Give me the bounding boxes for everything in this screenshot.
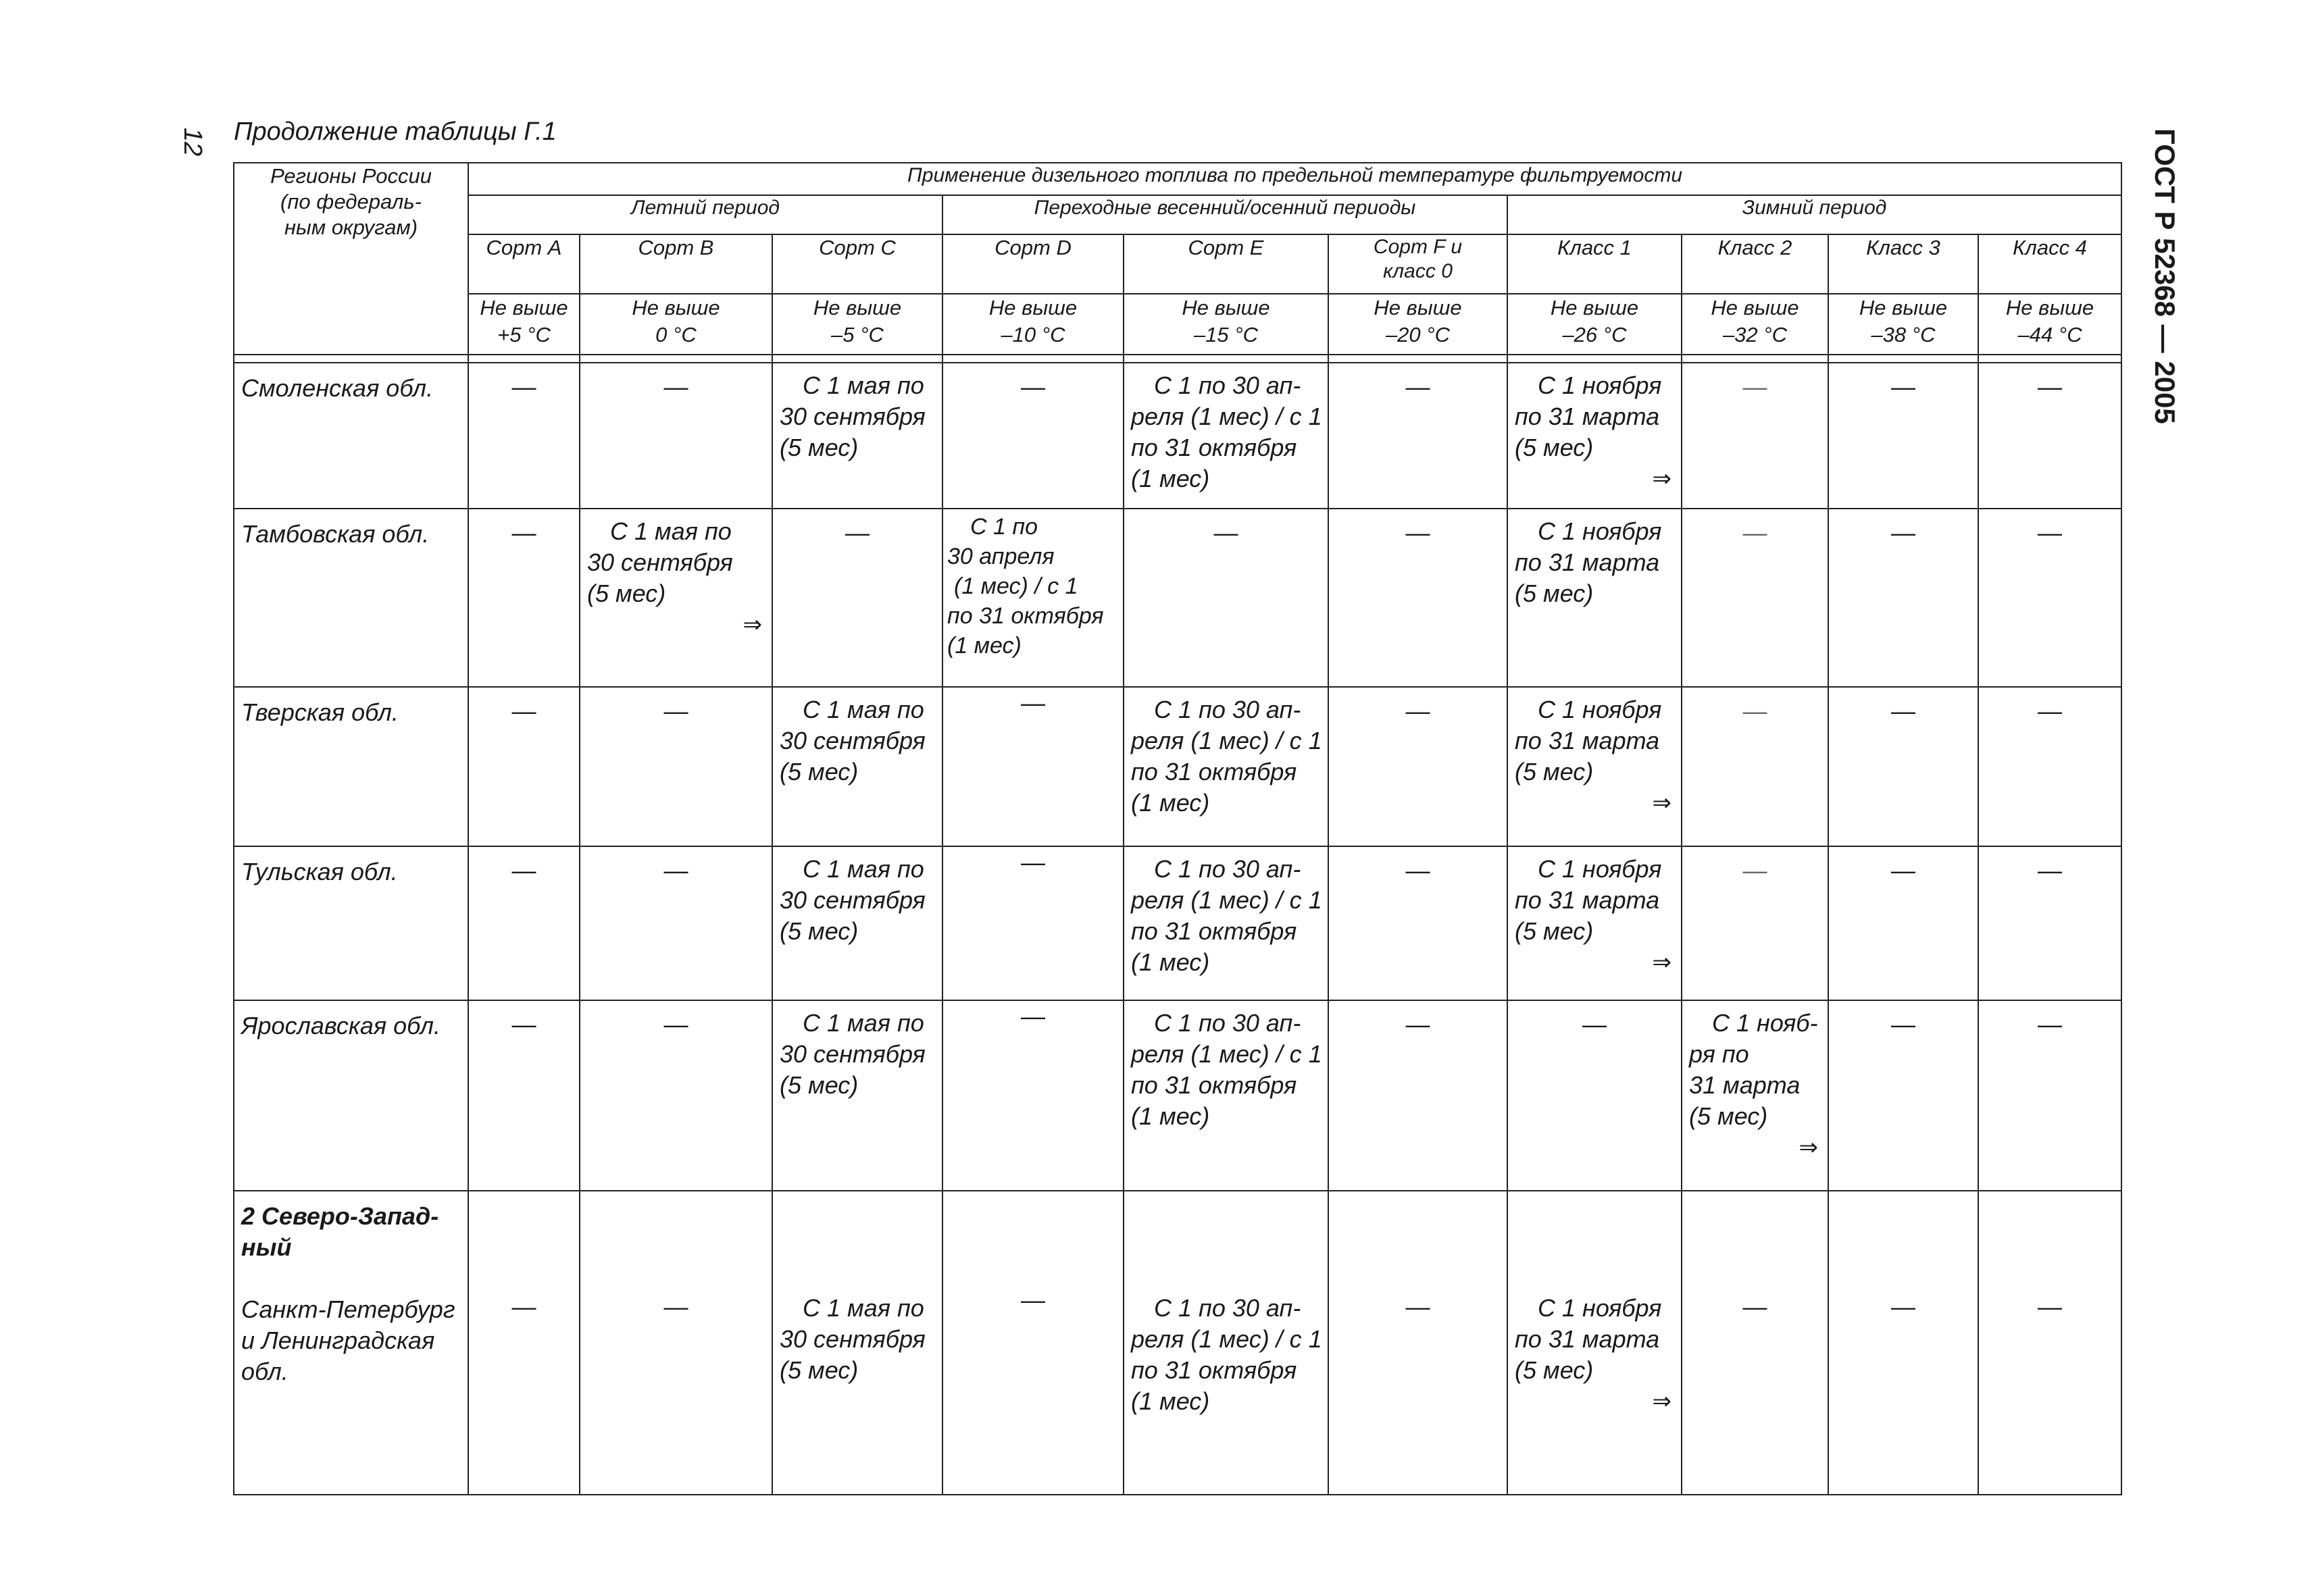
header-separator	[234, 355, 2121, 363]
table-row	[234, 363, 2121, 509]
dash-mark: —	[511, 1010, 536, 1038]
dash-mark: —	[1021, 1002, 1045, 1030]
dash-mark: —	[2038, 1293, 2063, 1320]
right-arrow-icon: ⇒	[743, 612, 762, 638]
right-arrow-icon: ⇒	[1652, 790, 1671, 816]
dash-mark: —	[1891, 856, 1915, 884]
right-arrow-icon: ⇒	[1652, 466, 1671, 492]
region-column-header: Регионы России (по федераль- ным округам)	[234, 163, 468, 355]
class-3-header: Класс 3	[1828, 234, 1978, 294]
dash-mark: —	[663, 856, 688, 884]
dash-mark: —	[1021, 1286, 1045, 1314]
region-name: Тульская обл.	[234, 846, 468, 1000]
dash-mark: —	[511, 697, 536, 725]
dash-mark: —	[1582, 1010, 1607, 1038]
period-cell: С 1 ноября по 31 марта (5 мес) ⇒	[1507, 1191, 1682, 1495]
dash-mark: —	[1213, 519, 1238, 546]
dash-mark: —	[1891, 1010, 1915, 1038]
fuel-application-table	[233, 162, 2122, 1495]
page-number: 12	[178, 127, 207, 157]
dash-mark: —	[1021, 689, 1045, 717]
period-cell: С 1 мая по 30 сентября (5 мес)	[772, 1000, 942, 1191]
region-name: Смоленская обл.	[234, 363, 468, 509]
dash-mark: —	[663, 1010, 688, 1038]
right-arrow-icon: ⇒	[1799, 1135, 1818, 1160]
dash-mark: —	[511, 856, 536, 884]
dash-mark: —	[1405, 1293, 1430, 1320]
region-name: 2 Северо-Запад- ный Санкт-Петербург и Ленинградская обл.	[234, 1191, 468, 1495]
period-cell: С 1 ноября по 31 марта (5 мес) ⇒	[1507, 363, 1682, 509]
temp-k4: Не выше –44 °C	[1978, 294, 2121, 355]
document-code: ГОСТ Р 52368 — 2005	[2149, 128, 2181, 424]
dash-mark: —	[1891, 373, 1915, 401]
federal-district-name: 2 Северо-Запад- ный	[241, 1202, 439, 1261]
dash-mark: —	[1742, 1293, 1767, 1320]
grade-e-header: Сорт Е	[1124, 234, 1328, 294]
region-name: Тверская обл.	[234, 687, 468, 846]
dash-mark: —	[663, 1293, 688, 1320]
class-2-header: Класс 2	[1682, 234, 1828, 294]
dash-mark: —	[663, 697, 688, 725]
period-cell: С 1 мая по 30 сентября (5 мес)	[772, 1191, 942, 1495]
table-row	[234, 687, 2121, 846]
dash-mark: —	[1405, 519, 1430, 546]
table-row	[234, 846, 2121, 1000]
period-cell: С 1 ноября по 31 марта (5 мес) ⇒	[1507, 687, 1682, 846]
dash-mark: —	[1021, 373, 1045, 401]
period-cell: С 1 по 30 ап- реля (1 мес) / с 1 по 31 октября (1 мес)	[1124, 1000, 1328, 1191]
table-row	[234, 509, 2121, 687]
period-cell: С 1 мая по 30 сентября (5 мес)	[772, 846, 942, 1000]
dash-mark: —	[1021, 848, 1045, 876]
dash-mark: —	[2038, 856, 2063, 884]
summer-period-header: Летний период	[468, 195, 942, 234]
period-cell: С 1 по 30 ап- реля (1 мес) / с 1 по 31 октября (1 мес)	[1124, 846, 1328, 1000]
temp-k1: Не выше –26 °C	[1507, 294, 1682, 355]
region-name: Ярославская обл.	[234, 1000, 468, 1191]
period-cell: С 1 мая по 30 сентября (5 мес)	[772, 363, 942, 509]
dash-mark: —	[1891, 1293, 1915, 1320]
period-cell: С 1 по 30 ап- реля (1 мес) / с 1 по 31 октября (1 мес)	[1124, 687, 1328, 846]
temp-a: Не выше +5 °C	[468, 294, 580, 355]
dash-mark: —	[1742, 373, 1767, 401]
grade-d-header: Сорт D	[942, 234, 1124, 294]
period-cell: С 1 ноября по 31 марта (5 мес)	[1507, 509, 1682, 687]
table-row	[234, 1000, 2121, 1191]
dash-mark: —	[1742, 697, 1767, 725]
dash-mark: —	[845, 519, 870, 546]
table-caption: Продолжение таблицы Г.1	[234, 118, 557, 146]
grade-b-header: Сорт В	[580, 234, 772, 294]
class-1-header: Класс 1	[1507, 234, 1682, 294]
period-cell: С 1 по 30 ап- реля (1 мес) / с 1 по 31 октября (1 мес)	[1124, 1191, 1328, 1495]
dash-mark: —	[2038, 1010, 2063, 1038]
period-cell: С 1 по 30 ап- реля (1 мес) / с 1 по 31 октября (1 мес)	[1124, 363, 1328, 509]
right-arrow-icon: ⇒	[1652, 1389, 1671, 1414]
dash-mark: —	[1405, 373, 1430, 401]
right-arrow-icon: ⇒	[1652, 950, 1671, 975]
winter-period-header: Зимний период	[1507, 195, 2121, 234]
period-cell: С 1 по 30 апреля (1 мес) / с 1 по 31 октября (1 мес)	[942, 509, 1124, 687]
temp-c: Не выше –5 °C	[772, 294, 942, 355]
dash-mark: —	[1742, 519, 1767, 546]
temp-e: Не выше –15 °C	[1124, 294, 1328, 355]
dash-mark: —	[511, 519, 536, 546]
grade-f-header: Сорт F и класс 0	[1328, 234, 1507, 294]
dash-mark: —	[1891, 519, 1915, 546]
temp-d: Не выше –10 °C	[942, 294, 1124, 355]
transition-period-header: Переходные весенний/осенний периоды	[942, 195, 1507, 234]
dash-mark: —	[2038, 697, 2063, 725]
dash-mark: —	[1742, 856, 1767, 884]
temp-b: Не выше 0 °C	[580, 294, 772, 355]
table-row	[234, 1191, 2121, 1495]
application-header: Применение дизельного топлива по предельной температуре фильтруемости	[468, 163, 2121, 195]
period-cell: С 1 мая по 30 сентября (5 мес)	[772, 687, 942, 846]
dash-mark: —	[663, 373, 688, 401]
temp-f: Не выше –20 °C	[1328, 294, 1507, 355]
period-cell: С 1 ноября по 31 марта (5 мес) ⇒	[1507, 846, 1682, 1000]
dash-mark: —	[1405, 1010, 1430, 1038]
dash-mark: —	[1405, 856, 1430, 884]
dash-mark: —	[2038, 519, 2063, 546]
dash-mark: —	[511, 1293, 536, 1320]
dash-mark: —	[2038, 373, 2063, 401]
dash-mark: —	[1405, 697, 1430, 725]
grade-c-header: Сорт С	[772, 234, 942, 294]
period-cell: С 1 мая по 30 сентября (5 мес) ⇒	[580, 509, 772, 687]
dash-mark: —	[511, 373, 536, 401]
grade-a-header: Сорт А	[468, 234, 580, 294]
temp-k3: Не выше –38 °C	[1828, 294, 1978, 355]
region-name: Тамбовская обл.	[234, 509, 468, 687]
class-4-header: Класс 4	[1978, 234, 2121, 294]
temp-k2: Не выше –32 °C	[1682, 294, 1828, 355]
period-cell: С 1 нояб- ря по 31 марта (5 мес) ⇒	[1682, 1000, 1828, 1191]
dash-mark: —	[1891, 697, 1915, 725]
